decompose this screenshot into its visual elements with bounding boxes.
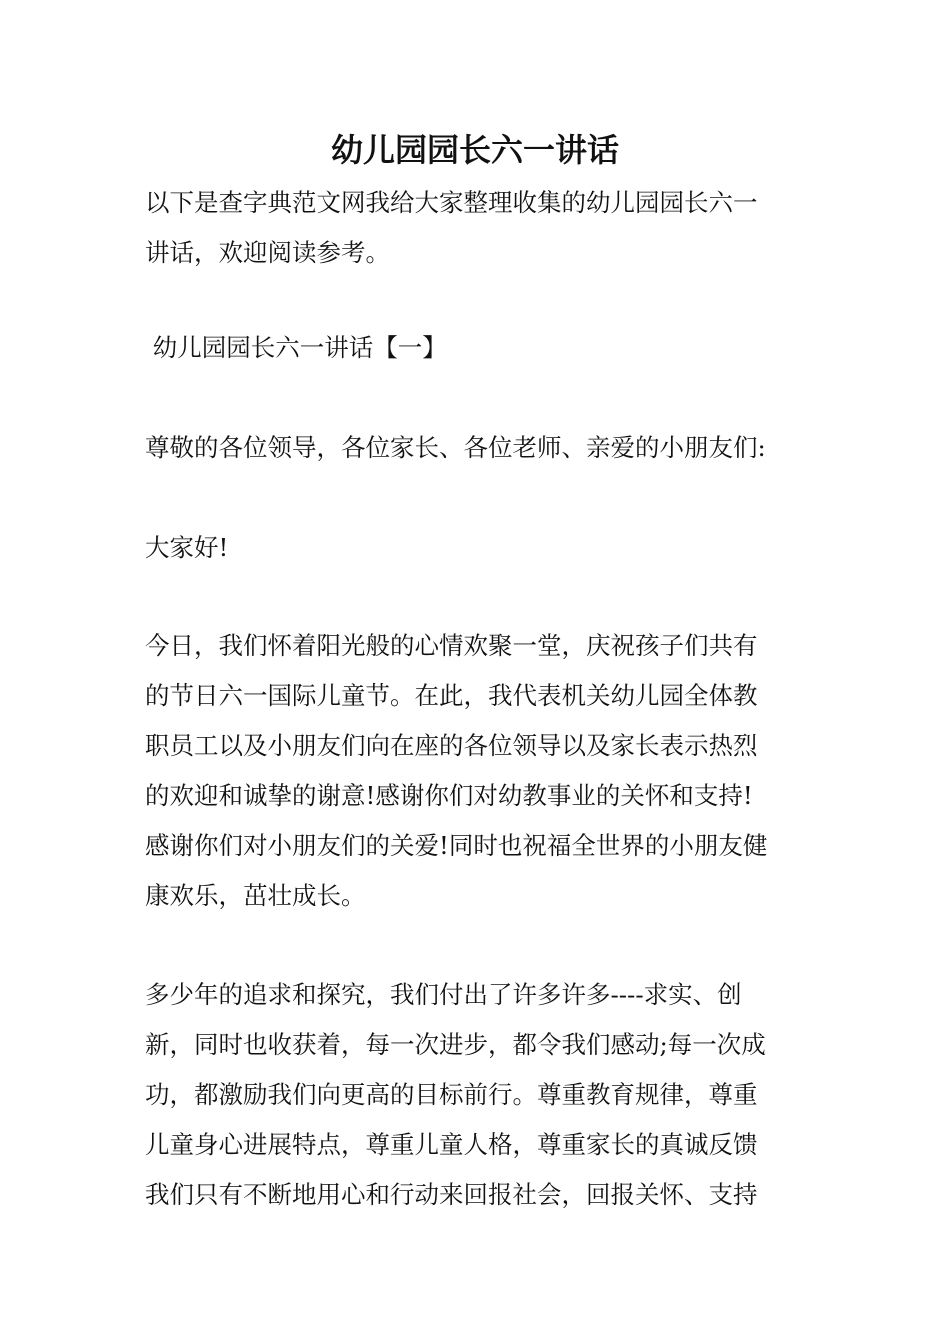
text-line: 讲话，欢迎阅读参考。: [145, 238, 390, 267]
greeting: 大家好!: [145, 533, 229, 562]
text-line: 儿童身心进展特点，尊重儿童人格，尊重家长的真诚反馈: [145, 1130, 758, 1159]
text-line: 多少年的追求和探究，我们付出了许多许多----求实、创: [145, 980, 742, 1009]
document-title: 幼儿园园长六一讲话: [330, 131, 619, 169]
text-line: 的欢迎和诚挚的谢意!感谢你们对幼教事业的关怀和支持!: [145, 781, 753, 810]
text-line: 的节日六一国际儿童节。在此，我代表机关幼儿园全体教: [145, 681, 758, 710]
text-line: 功，都激励我们向更高的目标前行。尊重教育规律，尊重: [145, 1080, 758, 1109]
text-line: 职员工以及小朋友们向在座的各位领导以及家长表示热烈: [145, 731, 758, 760]
text-line: 以下是查字典范文网我给大家整理收集的幼儿园园长六一: [145, 188, 758, 217]
text-line: 今日，我们怀着阳光般的心情欢聚一堂，庆祝孩子们共有: [145, 631, 758, 660]
salutation: 尊敬的各位领导，各位家长、各位老师、亲爱的小朋友们:: [145, 433, 766, 462]
text-line: 新，同时也收获着，每一次进步，都令我们感动;每一次成: [145, 1030, 766, 1059]
section-heading: 幼儿园园长六一讲话【一】: [145, 333, 447, 362]
text-line: 感谢你们对小朋友们的关爱!同时也祝福全世界的小朋友健: [145, 831, 768, 860]
body-paragraph-1: [145, 621, 807, 921]
text-line: 康欢乐，茁壮成长。: [145, 881, 366, 910]
text-line: 我们只有不断地用心和行动来回报社会，回报关怀、支持: [145, 1180, 758, 1209]
intro-paragraph: [145, 178, 807, 278]
body-paragraph-2: [145, 970, 807, 1220]
